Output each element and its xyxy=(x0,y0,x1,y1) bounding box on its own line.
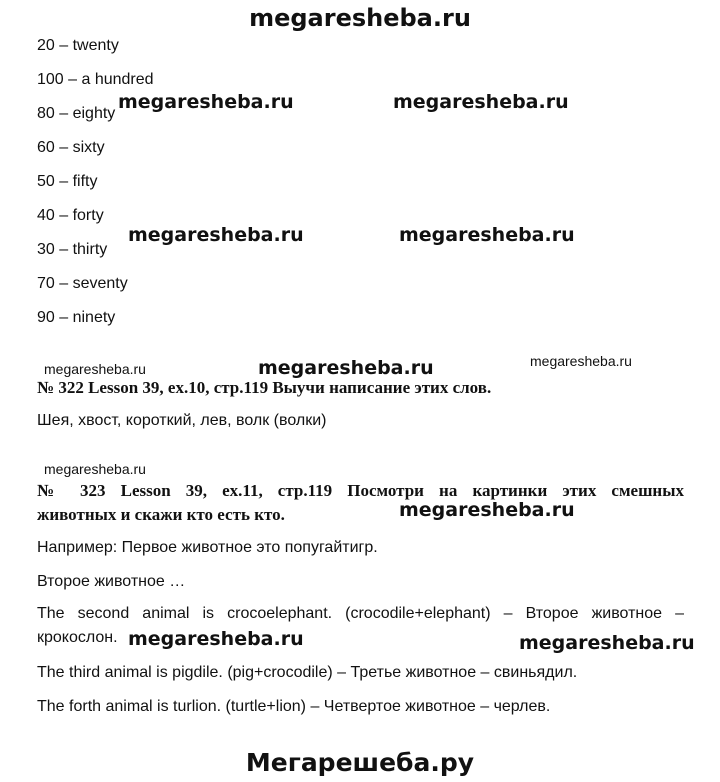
exercise-323-example: Например: Первое животное это попугайтигр. xyxy=(37,539,378,556)
watermark: megaresheba.ru xyxy=(128,628,304,650)
watermark: megaresheba.ru xyxy=(44,361,146,377)
number-item-100: 100 – a hundred xyxy=(37,71,154,88)
watermark: megaresheba.ru xyxy=(399,499,575,521)
exercise-322-heading: № 322 Lesson 39, ex.10, стр.119 Выучи написание этих слов. xyxy=(37,378,492,397)
exercise-322-words: Шея, хвост, короткий, лев, волк (волки) xyxy=(37,412,327,429)
exercise-323-heading-line1: № 323 Lesson 39, ex.11, стр.119 Посмотри на картинки этих смешных xyxy=(37,481,684,500)
answer-second-animal-line2: крокослон. xyxy=(37,629,118,646)
site-header: megaresheba.ru xyxy=(249,4,471,32)
watermark: megaresheba.ru xyxy=(399,224,575,246)
answer-second-animal-line1: The second animal is crocoelephant. (crocodile+elephant) – Второе животное – xyxy=(37,605,684,622)
site-footer: Мегарешеба.ру xyxy=(245,748,475,777)
watermark: megaresheba.ru xyxy=(258,357,434,379)
watermark: megaresheba.ru xyxy=(128,224,304,246)
number-item-90: 90 – ninety xyxy=(37,309,116,326)
number-item-80: 80 – eighty xyxy=(37,105,116,122)
watermark: megaresheba.ru xyxy=(44,461,146,477)
number-item-60: 60 – sixty xyxy=(37,139,105,156)
number-item-20: 20 – twenty xyxy=(37,37,119,54)
number-item-40: 40 – forty xyxy=(37,207,104,224)
watermark: megaresheba.ru xyxy=(393,91,569,113)
number-item-50: 50 – fifty xyxy=(37,173,98,190)
number-item-30: 30 – thirty xyxy=(37,241,108,258)
watermark: megaresheba.ru xyxy=(530,353,632,369)
watermark: megaresheba.ru xyxy=(118,91,294,113)
watermark: megaresheba.ru xyxy=(519,632,695,654)
answer-fourth-animal: The forth animal is turlion. (turtle+lion) – Четвертое животное – черлев. xyxy=(37,698,551,715)
exercise-323-heading-line2: животных и скажи кто есть кто. xyxy=(37,505,285,524)
answer-third-animal: The third animal is pigdile. (pig+crocodile) – Третье животное – свиньядил. xyxy=(37,664,578,681)
exercise-323-prompt: Второе животное … xyxy=(37,573,186,590)
number-item-70: 70 – seventy xyxy=(37,275,128,292)
